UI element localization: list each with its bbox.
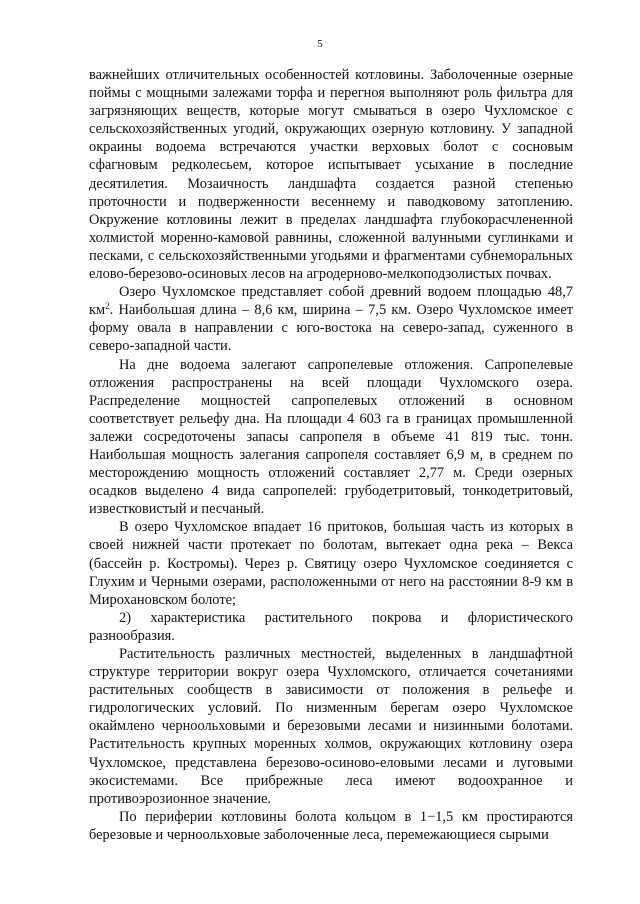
body-text [89,66,573,844]
area-unit-superscript: 2 [105,301,110,312]
paragraph-sapropel-deposits: На дне водоема залегают сапропелевые отложения. Сапропелевые отложения распространены на всей площади Чухломского озера. Распределение мощностей сапропелевых отложений в основном соответствует рельефу дна. На площади 4 603 га в границах промышленной залежи сосредоточены запасы сапропеля в объеме 41 819 тыс. тонн. Наибольшая мощность залегания сапропеля составляет 6,9 м, в среднем по месторождению мощность отложений составляет 2,77 м. Среди озерных осадков выделено 4 вида сапропелей: грубодетритовый, тонкодетритовый, известковистый и песчаный. [89,356,573,518]
paragraph-lake-dimensions [89,283,573,355]
paragraph-lake-dimensions-start: Озеро Чухломское представляет собой древний водоем площадью 48,7 км [89,284,573,319]
paragraph-basin-features: важнейших отличительных особенностей котловины. Заболоченные озерные поймы с мощными залежами торфа и перегноя выполняют роль фильтра для загрязняющих веществ, которые могут смываться в озеро Чухломское с сельскохозяйственных угодий, окружающих озерную котловину. У западной окраины водоема встречаются участки верховых болот с сосновым сфагновым редколесьем, которое испытывает усыхание в последние десятилетия. Мозаичность ландшафта создается разной степенью проточности и подверженности весеннему и паводковому затоплению. Окружение котловины лежит в пределах ландшафта глубокорасчлененной холмистой моренно-камовой равнины, сложенной валунными суглинками и песками, с сельскохозяйственными угодьями и фрагментами субнеморальных елово-березово-осиновых лесов на агродерново-мелкоподзолистых почвах. [89,67,573,283]
page-number: 5 [317,38,323,50]
paragraph-lake-dimensions-end: . Наибольшая длина – 8,6 км, ширина – 7,5 км. Озеро Чухломское имеет форму овала в направлении с юго-востока на северо-запад, суженного в северо-западной части. [89,302,573,355]
paragraph-bog-periphery: По периферии котловины болота кольцом в 1−1,5 км простираются березовые и черноольховые заболоченные леса, перемежающиеся сырыми [89,808,573,843]
paragraph-tributaries: В озеро Чухломское впадает 16 притоков, большая часть из которых в своей нижней части протекает по болотам, вытекает одна река – Векса (бассейн р. Костромы). Через р. Святицу озеро Чухломское соединяется с Глухим и Черными озерами, расположенными от него на расстоянии 8-9 км в Мирохановском болоте; [89,519,573,608]
paragraph-vegetation: Растительность различных местностей, выделенных в ландшафтной структуре территории вокруг озера Чухломского, отличается сочетаниями растительных сообществ в зависимости от положения в рельефе и гидрологических условий. По низменным берегам озеро Чухломское окаймлено черноольховыми и березовыми лесами и низинными болотами. Растительность крупных моренных холмов, окружающих котловину озера Чухломское, представлена березово-осиново-еловыми лесами и луговыми экосистемами. Все прибрежные леса имеют водоохранное и противоэрозионное значение. [89,646,573,807]
paragraph-vegetation-heading: 2) характеристика растительного покрова и флористического разнообразия. [89,609,573,644]
